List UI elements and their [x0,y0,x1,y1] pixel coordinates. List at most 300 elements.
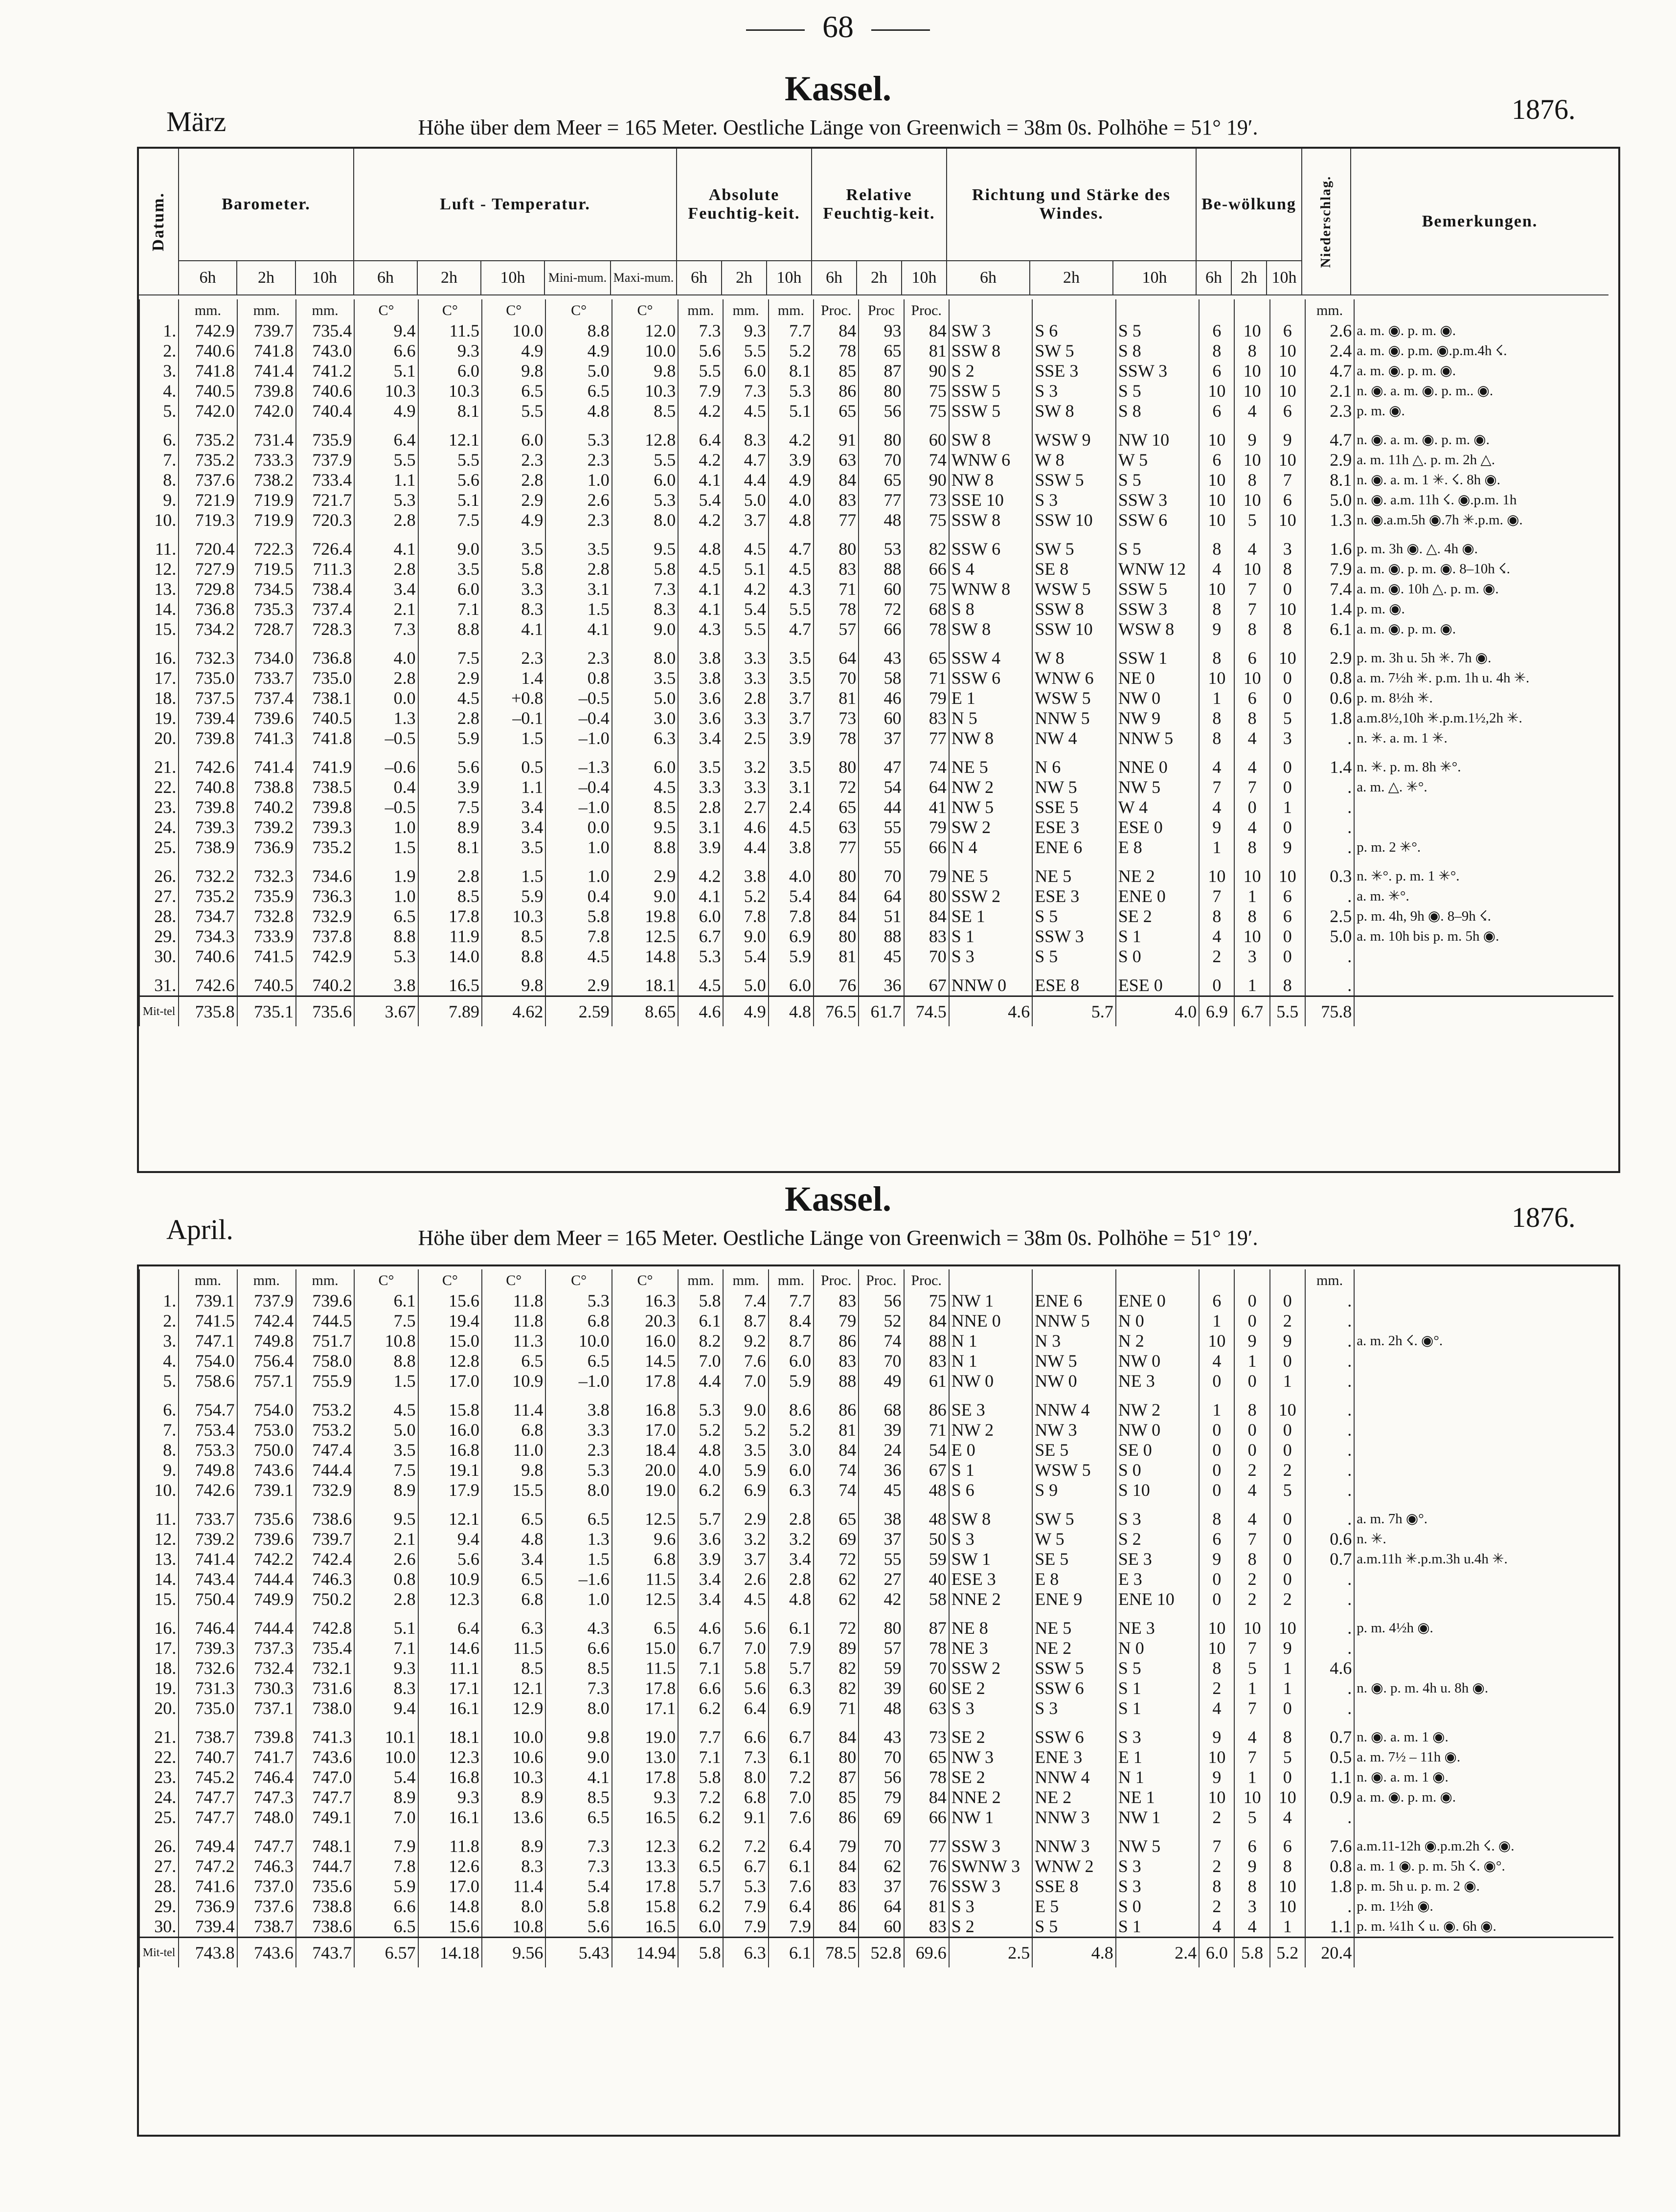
data-cell: 73 [814,708,859,728]
data-cell: 81 [814,947,859,967]
data-cell: 88 [814,1371,859,1391]
data-cell: 4.0 [354,639,418,668]
data-cell: NE 3 [1116,1371,1200,1391]
data-cell: 2.8 [769,1569,814,1589]
data-cell: 70 [904,947,949,967]
data-cell: 732.6 [179,1658,237,1678]
data-cell: 5.6 [545,1917,612,1938]
data-cell: 10.3 [418,381,482,401]
mean-cell: 8.65 [612,996,678,1027]
data-cell: 3.6 [678,708,723,728]
data-cell: 9.3 [612,1787,678,1807]
data-cell: 12.1 [418,421,482,450]
data-cell: 10 [1234,559,1269,579]
data-cell: 8.3 [723,421,768,450]
data-cell: 6.2 [678,1828,723,1856]
data-cell: 6.5 [545,381,612,401]
data-cell: 4 [1234,401,1269,421]
data-cell: 4 [1234,817,1269,837]
data-cell: 0 [1234,1420,1269,1440]
mean-cell: 2.4 [1116,1938,1200,1968]
data-cell: SE 5 [1032,1549,1116,1569]
data-cell: 736.8 [296,639,354,668]
data-cell: 3.8 [678,639,723,668]
data-cell: N 0 [1116,1311,1200,1331]
data-cell: 0.7 [1305,1718,1354,1747]
data-cell: S 3 [949,1698,1033,1718]
data-cell: 8.6 [769,1391,814,1420]
data-cell: 4.1 [545,1767,612,1787]
date-cell: 5. [139,401,179,421]
data-cell: WSW 5 [1032,1460,1116,1480]
data-cell: 80 [814,858,859,886]
data-cell: SE 3 [949,1391,1033,1420]
data-cell: 6.5 [482,381,545,401]
data-cell: 50 [904,1529,949,1549]
data-cell: 2.8 [678,797,723,817]
data-cell: 742.6 [179,748,237,777]
data-cell: SW 5 [1032,341,1116,361]
mean-cell: 2.5 [949,1938,1033,1968]
date-cell: 24. [139,817,179,837]
table-row [139,579,1613,599]
data-cell: 741.5 [179,1311,237,1331]
data-cell: 0 [1199,1440,1234,1460]
data-cell: 7.0 [678,1351,723,1371]
data-cell: 65 [904,1747,949,1767]
data-cell: –1.0 [545,797,612,817]
data-cell: . [1305,1698,1354,1718]
data-cell: ESE 8 [1032,967,1116,996]
remark-cell: n. ◉. a. m. ◉. p. m. ◉. [1354,421,1613,450]
data-cell: 727.9 [179,559,237,579]
data-cell: 4.8 [678,530,723,559]
march-header: Datum. Barometer. 6h 2h 10h Luft - Temperatur. 6h 2h 10h Mini-mum. Maxi-mum. Absolute Feuchtig-keit. 6h 2h 10h Relative Feuchtig-keit. 6h 2h 10h Richtung und Stärke des Windes. 6h 2h 10h Be-wölkung 6h 2h 10h Niederschlag. Bemerkungen. [139,149,1608,295]
data-cell: 735.4 [296,1638,354,1658]
data-cell: 4.3 [678,619,723,639]
data-cell: 7.3 [545,1856,612,1876]
data-cell: 19.1 [418,1460,482,1480]
data-cell: 55 [859,837,904,858]
data-cell: 2 [1270,1311,1305,1331]
data-cell: 1 [1270,1917,1305,1938]
data-cell: 8.9 [482,1828,545,1856]
data-cell: 81 [814,1420,859,1440]
data-cell: 88 [859,926,904,947]
data-cell: 737.5 [179,688,237,708]
data-cell: 7 [1199,1828,1234,1856]
data-cell: 4.1 [354,530,418,559]
data-cell: ENE 0 [1116,886,1200,906]
table-row [139,748,1613,777]
data-cell: 0 [1199,1420,1234,1440]
table-row [139,599,1613,619]
data-cell: 4 [1270,1807,1305,1828]
data-cell: 55 [859,1549,904,1569]
data-cell: 7.2 [723,1828,768,1856]
mean-cell: 4.62 [482,996,545,1027]
data-cell: 8 [1270,1856,1305,1876]
data-cell: 3.5 [769,668,814,688]
data-cell: 10.3 [482,906,545,926]
unit-cell [1354,1269,1613,1291]
data-cell: 17.9 [418,1480,482,1500]
data-cell: NNW 4 [1032,1391,1116,1420]
remark-cell: n. ✳. a. m. 1 ✳. [1354,728,1613,748]
data-cell: 744.4 [296,1460,354,1480]
data-cell: 4.4 [723,470,768,490]
data-cell: 1 [1199,837,1234,858]
data-cell: 731.4 [237,421,296,450]
data-cell: 744.5 [296,1311,354,1331]
data-cell: 10.9 [418,1569,482,1589]
data-cell: 8 [1199,906,1234,926]
data-cell: 740.2 [237,797,296,817]
mean-cell: 743.6 [237,1938,296,1968]
data-cell: 39 [859,1678,904,1698]
data-cell: SSW 6 [949,668,1033,688]
data-cell: 749.8 [179,1460,237,1480]
data-cell: 6.4 [354,421,418,450]
table-row [139,470,1613,490]
data-cell: 6 [1234,1828,1269,1856]
data-cell: 9 [1234,1856,1269,1876]
unit-cell: Proc. [814,1269,859,1291]
data-cell: 86 [814,1896,859,1917]
date-cell: 28. [139,906,179,926]
data-cell: 8.8 [482,947,545,967]
data-cell: 80 [904,886,949,906]
data-cell: 0 [1270,1549,1305,1569]
table-row [139,1311,1613,1331]
data-cell: 9.5 [354,1500,418,1529]
data-cell: 41 [904,797,949,817]
table-row [139,450,1613,470]
data-cell: S 1 [1116,1917,1200,1938]
data-cell: SSW 8 [949,510,1033,530]
data-cell: NNE 0 [1116,748,1200,777]
data-cell: 735.9 [296,421,354,450]
data-cell: 77 [904,1828,949,1856]
data-cell: N 1 [1116,1767,1200,1787]
data-cell: 1.1 [1305,1917,1354,1938]
data-cell: 3.3 [678,777,723,797]
remark-cell: a. m. 2h ☇. ◉°. [1354,1331,1613,1351]
data-cell: 2.1 [1305,381,1354,401]
data-cell: 9.6 [612,1529,678,1549]
data-cell: 2.6 [1305,321,1354,341]
data-cell: 8.9 [418,817,482,837]
data-cell: 6.7 [723,1856,768,1876]
table-row [139,926,1613,947]
data-cell: 737.1 [237,1698,296,1718]
data-cell: 4.5 [723,401,768,421]
data-cell: 2 [1270,1589,1305,1609]
data-cell: 14.5 [612,1351,678,1371]
data-cell: 0 [1234,1440,1269,1460]
data-cell: 3.4 [482,1549,545,1569]
data-cell: SE 2 [949,1678,1033,1698]
data-cell: 4.5 [418,688,482,708]
data-cell: 6.5 [354,906,418,926]
data-cell: 8.4 [769,1311,814,1331]
date-cell: 11. [139,1500,179,1529]
data-cell: 749.1 [296,1807,354,1828]
data-cell: 4.1 [678,470,723,490]
data-cell: 18.1 [612,967,678,996]
data-cell: 6.7 [769,1718,814,1747]
data-cell: S 3 [949,1896,1033,1917]
remark-cell: p. m. ◉. [1354,401,1613,421]
data-cell: NNW 3 [1032,1807,1116,1828]
data-cell: 68 [904,599,949,619]
data-cell: 4.4 [723,837,768,858]
mean-cell: 6.9 [1199,996,1234,1027]
data-cell: 1.4 [482,668,545,688]
data-cell: 3.8 [678,668,723,688]
date-cell: 2. [139,1311,179,1331]
data-cell: 72 [814,1549,859,1569]
data-cell: 4.7 [1305,361,1354,381]
data-cell: 8 [1270,619,1305,639]
data-cell: 3.4 [769,1549,814,1569]
remark-cell: p. m. 4½h ◉. [1354,1609,1613,1638]
data-cell: 7.9 [723,1917,768,1938]
data-cell: 69 [859,1807,904,1828]
data-cell: 8 [1199,530,1234,559]
data-cell: . [1305,1609,1354,1638]
data-cell: 8.8 [354,1351,418,1371]
data-cell: 7.7 [769,1291,814,1311]
data-cell: 60 [904,1678,949,1698]
data-cell: . [1305,967,1354,996]
data-cell: 6.4 [418,1609,482,1638]
data-cell: 1.5 [354,1371,418,1391]
data-cell: 0 [1270,688,1305,708]
remark-cell: a.m.11h ✳.p.m.3h u.4h ✳. [1354,1549,1613,1569]
data-cell: 742.4 [237,1311,296,1331]
data-cell: 739.7 [237,321,296,341]
data-cell: 742.2 [237,1549,296,1569]
data-cell: NW 0 [1116,1420,1200,1440]
data-cell: . [1305,1371,1354,1391]
data-cell: 739.3 [179,817,237,837]
mean-cell: 5.43 [545,1938,612,1968]
remark-cell [1354,1807,1613,1828]
data-cell: 18.1 [418,1718,482,1747]
data-cell: 7.8 [354,1856,418,1876]
data-cell: 4.7 [769,619,814,639]
data-cell: 0 [1199,1460,1234,1480]
data-cell: NW 2 [1116,1391,1200,1420]
data-cell: SSE 8 [1032,1876,1116,1896]
data-cell: 6.1 [1305,619,1354,639]
data-cell: 6.0 [418,579,482,599]
data-cell: 8.0 [545,1698,612,1718]
data-cell: 5.5 [723,341,768,361]
date-cell: 18. [139,1658,179,1678]
data-cell: ENE 6 [1032,837,1116,858]
date-cell: 28. [139,1876,179,1896]
unit-cell: Proc. [904,1269,949,1291]
data-cell: ESE 3 [949,1569,1033,1589]
data-cell: 6.1 [769,1609,814,1638]
data-cell: 739.6 [296,1291,354,1311]
header-niederschlag: Niederschlag. [1301,149,1350,295]
data-cell: . [1305,1569,1354,1589]
data-cell: S 5 [1116,321,1200,341]
data-cell: 719.5 [237,559,296,579]
data-cell: 7.4 [723,1291,768,1311]
date-cell: 24. [139,1787,179,1807]
data-cell: 78 [904,1638,949,1658]
mean-cell: 6.0 [1199,1938,1234,1968]
remark-cell: p. m. ◉. [1354,599,1613,619]
data-cell: 739.3 [179,1638,237,1658]
data-cell: 755.9 [296,1371,354,1391]
data-cell: 741.4 [179,1549,237,1569]
data-cell: 15.5 [482,1480,545,1500]
date-cell: 30. [139,947,179,967]
remark-cell: a. m. ◉. p. m. ◉. [1354,361,1613,381]
data-cell: S 1 [1116,926,1200,947]
data-cell: NE 2 [1032,1638,1116,1658]
table-row [139,1549,1613,1569]
mean-cell: 61.7 [859,996,904,1027]
data-cell: 60 [859,708,904,728]
data-cell: 1 [1199,1391,1234,1420]
table-row [139,1460,1613,1480]
data-cell: 4.0 [769,858,814,886]
data-cell: 2.7 [723,797,768,817]
data-cell: 720.3 [296,510,354,530]
data-cell: 732.1 [296,1658,354,1678]
data-cell: 742.6 [179,967,237,996]
data-cell: 0 [1270,1698,1305,1718]
header-barometer: Barometer. [178,149,353,261]
date-cell: 3. [139,1331,179,1351]
remark-cell [1354,1291,1613,1311]
data-cell: 0 [1270,777,1305,797]
data-cell: 2.9 [1305,639,1354,668]
data-cell: S 3 [1116,1718,1200,1747]
data-cell: 9.8 [482,1460,545,1480]
data-cell: 8 [1199,599,1234,619]
data-cell: 0.0 [354,688,418,708]
data-cell: 1.0 [545,470,612,490]
data-cell: 7.1 [678,1658,723,1678]
table-row [139,619,1613,639]
data-cell: 6.9 [769,926,814,947]
data-cell: 1.3 [545,1529,612,1549]
data-cell: 3.5 [482,837,545,858]
data-cell: 0 [1234,797,1269,817]
data-cell: 739.4 [179,708,237,728]
data-cell: SE 2 [1116,906,1200,926]
data-cell: 738.8 [237,777,296,797]
data-cell: 16.8 [418,1767,482,1787]
data-cell: 4.0 [769,490,814,510]
data-cell: SSW 6 [949,530,1033,559]
table-row [139,1658,1613,1678]
data-cell: 67 [904,1460,949,1480]
data-cell: 728.3 [296,619,354,639]
data-cell: 17.1 [612,1698,678,1718]
data-cell: 6.1 [354,1291,418,1311]
date-cell: 25. [139,837,179,858]
data-cell: 5.9 [723,1460,768,1480]
data-cell: NE 5 [1032,1609,1116,1638]
data-cell: SE 1 [949,906,1033,926]
data-cell: NW 5 [1116,1828,1200,1856]
data-cell: NW 0 [1116,1351,1200,1371]
data-cell: 16.5 [612,1917,678,1938]
table-row [139,1807,1613,1828]
data-cell: 17.0 [612,1420,678,1440]
data-cell: –0.6 [354,748,418,777]
data-cell: 754.0 [179,1351,237,1371]
data-cell: SW 8 [949,619,1033,639]
data-cell: 740.5 [237,967,296,996]
data-cell: 79 [814,1311,859,1331]
data-cell: 17.8 [612,1371,678,1391]
data-cell: 10 [1234,926,1269,947]
data-cell: 17.0 [418,1371,482,1391]
data-cell: 65 [859,341,904,361]
unit-cell [1116,1269,1200,1291]
data-cell: 737.9 [296,450,354,470]
remark-cell: a. m. 1 ◉. p. m. 5h ☇. ◉°. [1354,1856,1613,1876]
date-cell: 12. [139,559,179,579]
data-cell: 3.7 [769,688,814,708]
data-cell: 8.2 [678,1331,723,1351]
data-cell: 6 [1199,1529,1234,1549]
data-cell: 56 [859,1767,904,1787]
data-cell: S 2 [949,1917,1033,1938]
data-cell: 84 [814,1718,859,1747]
data-cell: 3.2 [723,748,768,777]
data-cell: 7.5 [418,797,482,817]
data-cell: 1 [1270,1371,1305,1391]
data-cell: NW 1 [1116,1807,1200,1828]
data-cell: 8.1 [418,837,482,858]
table-row [139,1529,1613,1549]
data-cell: SSE 3 [1032,361,1116,381]
data-cell: 5.1 [769,401,814,421]
unit-cell: mm. [179,299,237,321]
data-cell: 738.6 [296,1500,354,1529]
station-meta-march: Höhe über dem Meer = 165 Meter. Oestliche Länge von Greenwich = 38m 0s. Polhöhe = 51° 19′. [418,115,1258,139]
data-cell: 754.0 [237,1391,296,1420]
unit-cell: C° [418,299,482,321]
data-cell: 726.4 [296,530,354,559]
data-cell: 3.5 [418,559,482,579]
data-cell: N 1 [949,1331,1033,1351]
data-cell: 74 [859,1331,904,1351]
data-cell: 2.3 [545,1440,612,1460]
data-cell: 0.6 [1305,1529,1354,1549]
data-cell: 4 [1199,926,1234,947]
unit-cell: Proc. [904,299,949,321]
data-cell: 9.8 [545,1718,612,1747]
remark-cell [1354,1371,1613,1391]
data-cell: 84 [904,906,949,926]
data-cell: 1.8 [1305,708,1354,728]
data-cell: 738.7 [237,1917,296,1938]
data-cell: 0 [1234,1371,1269,1391]
data-cell: 742.4 [296,1549,354,1569]
data-cell: S 4 [949,559,1033,579]
